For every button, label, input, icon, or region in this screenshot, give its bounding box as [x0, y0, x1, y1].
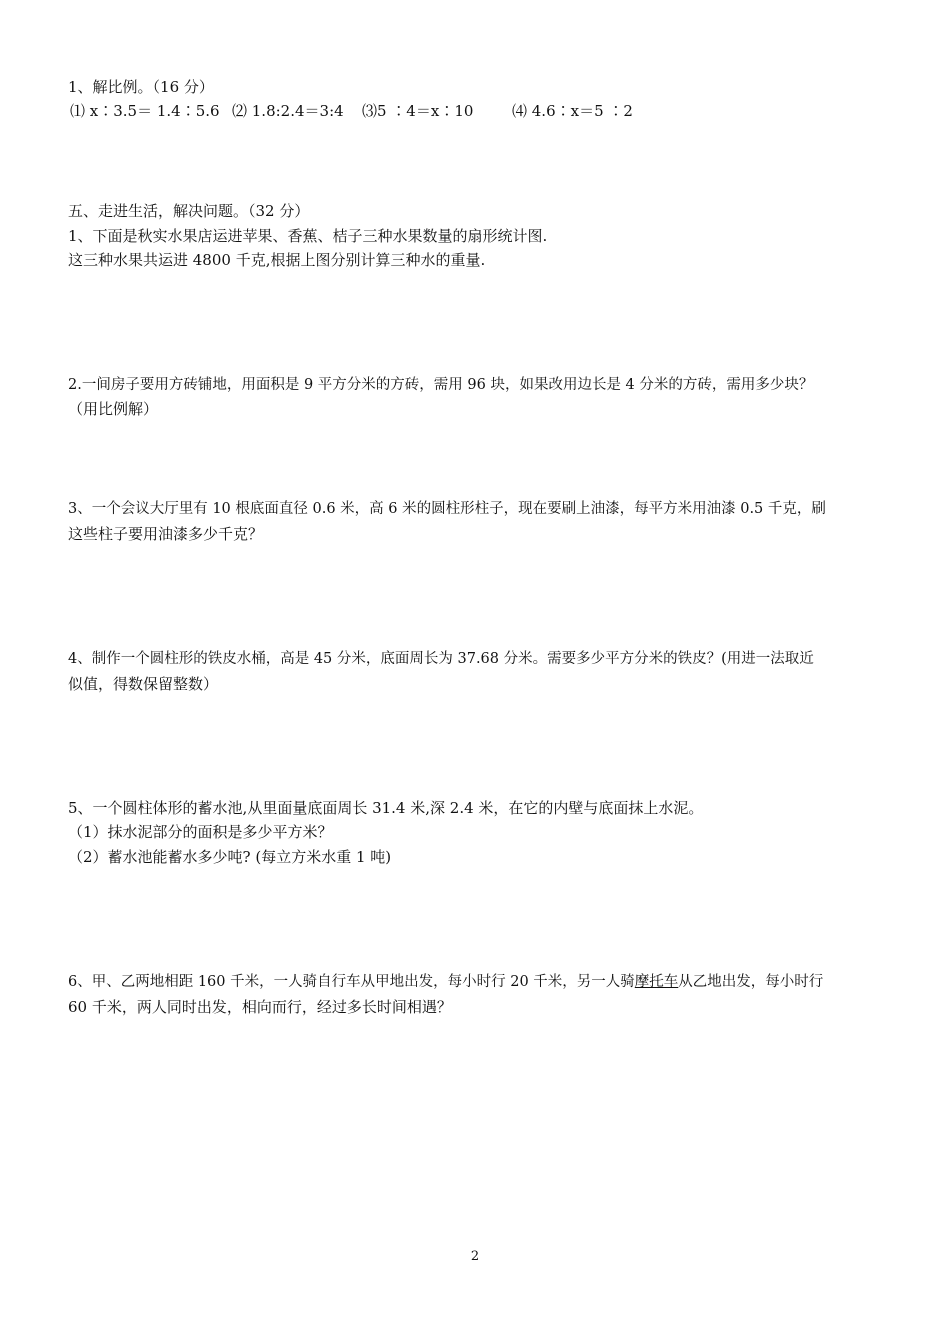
page-number: 2: [470, 1249, 480, 1264]
q3-line-2: 这些柱子要用油漆多少千克？: [68, 525, 264, 543]
q4-line-2: 似值，得数保留整数）: [68, 675, 219, 693]
q4-line-1: 4、制作一个圆柱形的铁皮水桶，高是 45 分米，底面周长为 37.68 分米。需要多少平方分米的铁皮？(用进一法取近: [68, 651, 814, 667]
q6-line-2: 60 千米，两人同时出发，相向而行，经过多长时间相遇？: [68, 998, 452, 1016]
q5-line-1: 5、一个圆柱体形的蓄水池,从里面量底面周长 31.4 米,深 2.4 米，在它的内壁与底面抹上水泥。: [68, 799, 704, 817]
q2-line-2: （用比例解）: [68, 400, 159, 418]
ratio-item-1: ⑴ x∶3.5＝ 1.4∶5.6: [70, 102, 220, 120]
q6-underlined-term: 摩托车: [634, 974, 679, 990]
q3-line-1: 3、一个会议大厅里有 10 根底面直径 0.6 米，高 6 米的圆柱形柱子，现在要刷上油漆，每平方米用油漆 0.5 千克，刷: [68, 501, 826, 517]
ratio-heading: 1、解比例。（16 分）: [68, 78, 214, 96]
section-five-heading: 五、走进生活，解决问题。（32 分）: [68, 202, 310, 220]
q6-text-b: 从乙地出发，每小时行: [678, 974, 824, 990]
q1-line-1: 1、下面是秋实水果店运进苹果、香蕉、桔子三种水果数量的扇形统计图.: [68, 227, 548, 245]
ratio-item-3: ⑶5 ∶4＝x∶10: [362, 102, 474, 120]
ratio-item-4: ⑷ 4.6∶x＝5 ∶2: [512, 102, 633, 120]
q2-line-1: 2.一间房子要用方砖铺地，用面积是 9 平方分米的方砖，需用 96 块，如果改用边长是 4 分米的方砖，需用多少块？: [68, 377, 814, 393]
ratio-item-2: ⑵ 1.8:2.4＝3:4: [232, 102, 344, 120]
q6-text-a: 6、甲、乙两地相距 160 千米，一人骑自行车从甲地出发，每小时行 20 千米，另一人骑: [68, 974, 635, 990]
q1-line-2: 这三种水果共运进 4800 千克,根据上图分别计算三种水的重量.: [68, 251, 486, 269]
q6-line-1: [68, 972, 823, 992]
q5-line-3: （2）蓄水池能蓄水多少吨? (每立方米水重 1 吨): [68, 848, 392, 866]
q5-line-2: （1）抹水泥部分的面积是多少平方米？: [68, 823, 333, 841]
